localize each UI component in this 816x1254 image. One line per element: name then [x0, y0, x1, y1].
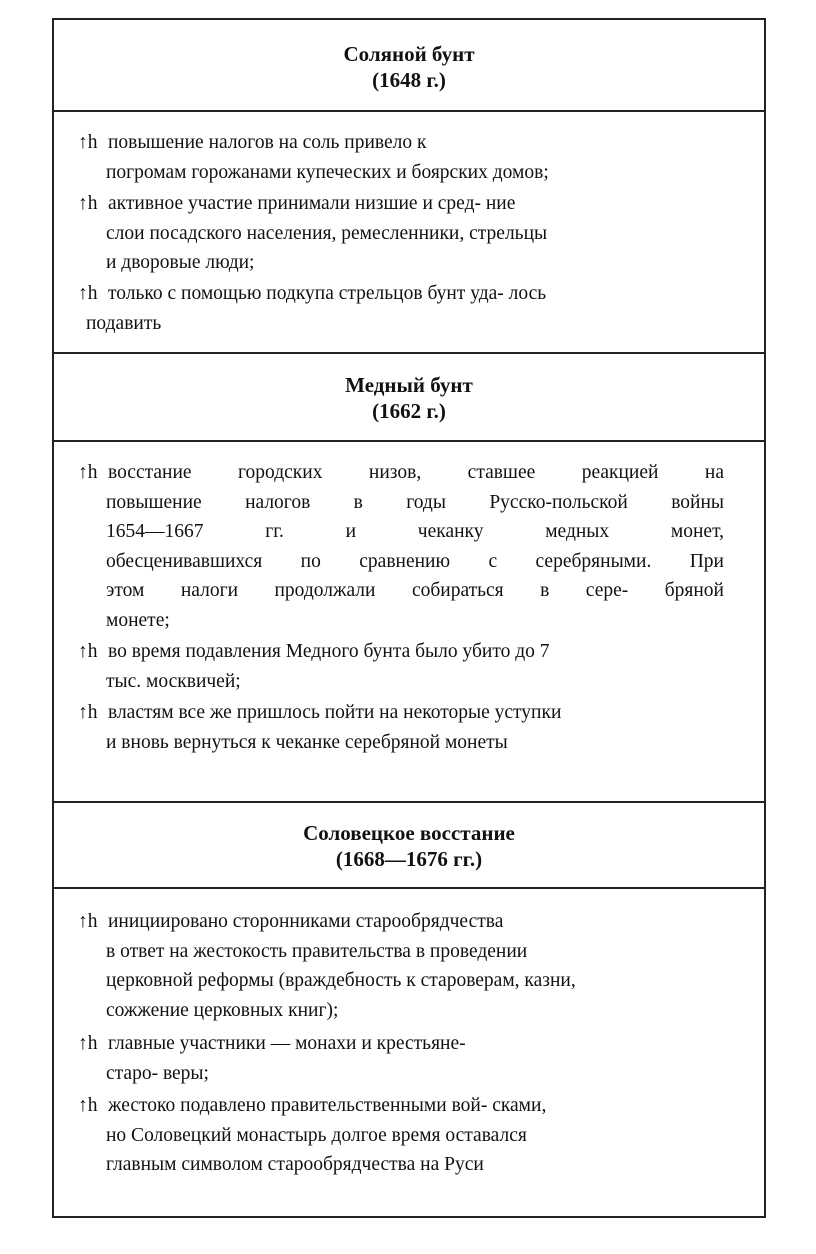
item-line: и вновь вернуться к чеканке серебряной монеты	[106, 731, 508, 753]
section-body-salt-riot	[54, 110, 764, 352]
arrow-marker-icon: ↑h	[78, 132, 98, 153]
item-line: повышение налогов в годы Русско-польской войны	[106, 491, 724, 513]
item-line: во время подавления Медного бунта было убито до 7	[108, 641, 550, 662]
item-line: жестоко подавлено правительственными вой- сками,	[108, 1095, 547, 1116]
list-item	[78, 1029, 724, 1088]
section-date: (1662 г.)	[372, 399, 446, 423]
arrow-marker-icon: ↑h	[78, 702, 98, 723]
item-line: восстание городских низов, ставшее реакцией на	[108, 462, 724, 483]
item-line: активное участие принимали низшие и сред- ние	[108, 193, 516, 214]
list-item	[78, 189, 724, 278]
item-line: церковной реформы (враждебность к староверам, казни,	[106, 970, 576, 991]
section-body-copper-riot	[54, 440, 764, 801]
list-item	[78, 279, 724, 338]
arrow-marker-icon: ↑h	[78, 1095, 98, 1116]
section-date: (1648 г.)	[372, 68, 446, 92]
section-date: (1668—1676 гг.)	[335, 847, 483, 871]
list-item	[78, 907, 724, 1025]
section-header-solovetsky-uprising	[54, 801, 764, 887]
list-item	[78, 698, 724, 757]
arrow-marker-icon: ↑h	[78, 911, 98, 932]
section-body-solovetsky-uprising	[54, 887, 764, 1218]
item-line: главные участники — монахи и крестьяне-	[108, 1033, 466, 1054]
item-line: в ответ на жестокость правительства в проведении	[106, 940, 528, 962]
item-line: повышение налогов на соль привело к	[108, 132, 427, 153]
item-line: только с помощью подкупа стрельцов бунт уда- лось	[108, 283, 547, 304]
list-item	[78, 128, 724, 187]
section-header-copper-riot	[54, 352, 764, 440]
section-title: Соловецкое восстание	[303, 821, 515, 845]
item-line: этом налоги продолжали собираться в сере- бряной	[106, 580, 724, 601]
item-line: обесценивавшихся по сравнению с серебряными. При	[106, 550, 724, 572]
item-line: инициировано сторонниками старообрядчества	[108, 911, 504, 932]
arrow-marker-icon: ↑h	[78, 1033, 98, 1054]
item-line: и дворовые люди;	[106, 252, 255, 273]
arrow-marker-icon: ↑h	[78, 462, 98, 483]
item-line: погромам горожанами купеческих и боярских домов;	[106, 161, 549, 183]
list-item	[78, 458, 724, 635]
item-line: 1654—1667 гг. и чеканку медных монет,	[106, 521, 724, 542]
arrow-marker-icon: ↑h	[78, 193, 98, 214]
list-item	[78, 637, 724, 696]
item-line: слои посадского населения, ремесленники, стрельцы	[106, 222, 548, 244]
section-title: Соляной бунт	[343, 42, 475, 66]
item-line: тыс. москвичей;	[106, 670, 241, 692]
arrow-marker-icon: ↑h	[78, 641, 98, 662]
section-header-salt-riot	[54, 20, 764, 110]
section-title: Медный бунт	[345, 373, 473, 397]
item-line: подавить	[86, 312, 162, 334]
item-line: монете;	[106, 609, 170, 631]
arrow-marker-icon: ↑h	[78, 283, 98, 304]
list-item	[78, 1091, 724, 1180]
history-table	[52, 18, 766, 1218]
item-line: но Соловецкий монастырь долгое время оставался	[106, 1124, 527, 1146]
item-line: сожжение церковных книг);	[106, 999, 339, 1021]
item-line: старо- веры;	[106, 1062, 209, 1084]
item-line: главным символом старообрядчества на Руси	[106, 1154, 484, 1175]
item-line: властям все же пришлось пойти на некоторые уступки	[108, 702, 562, 723]
